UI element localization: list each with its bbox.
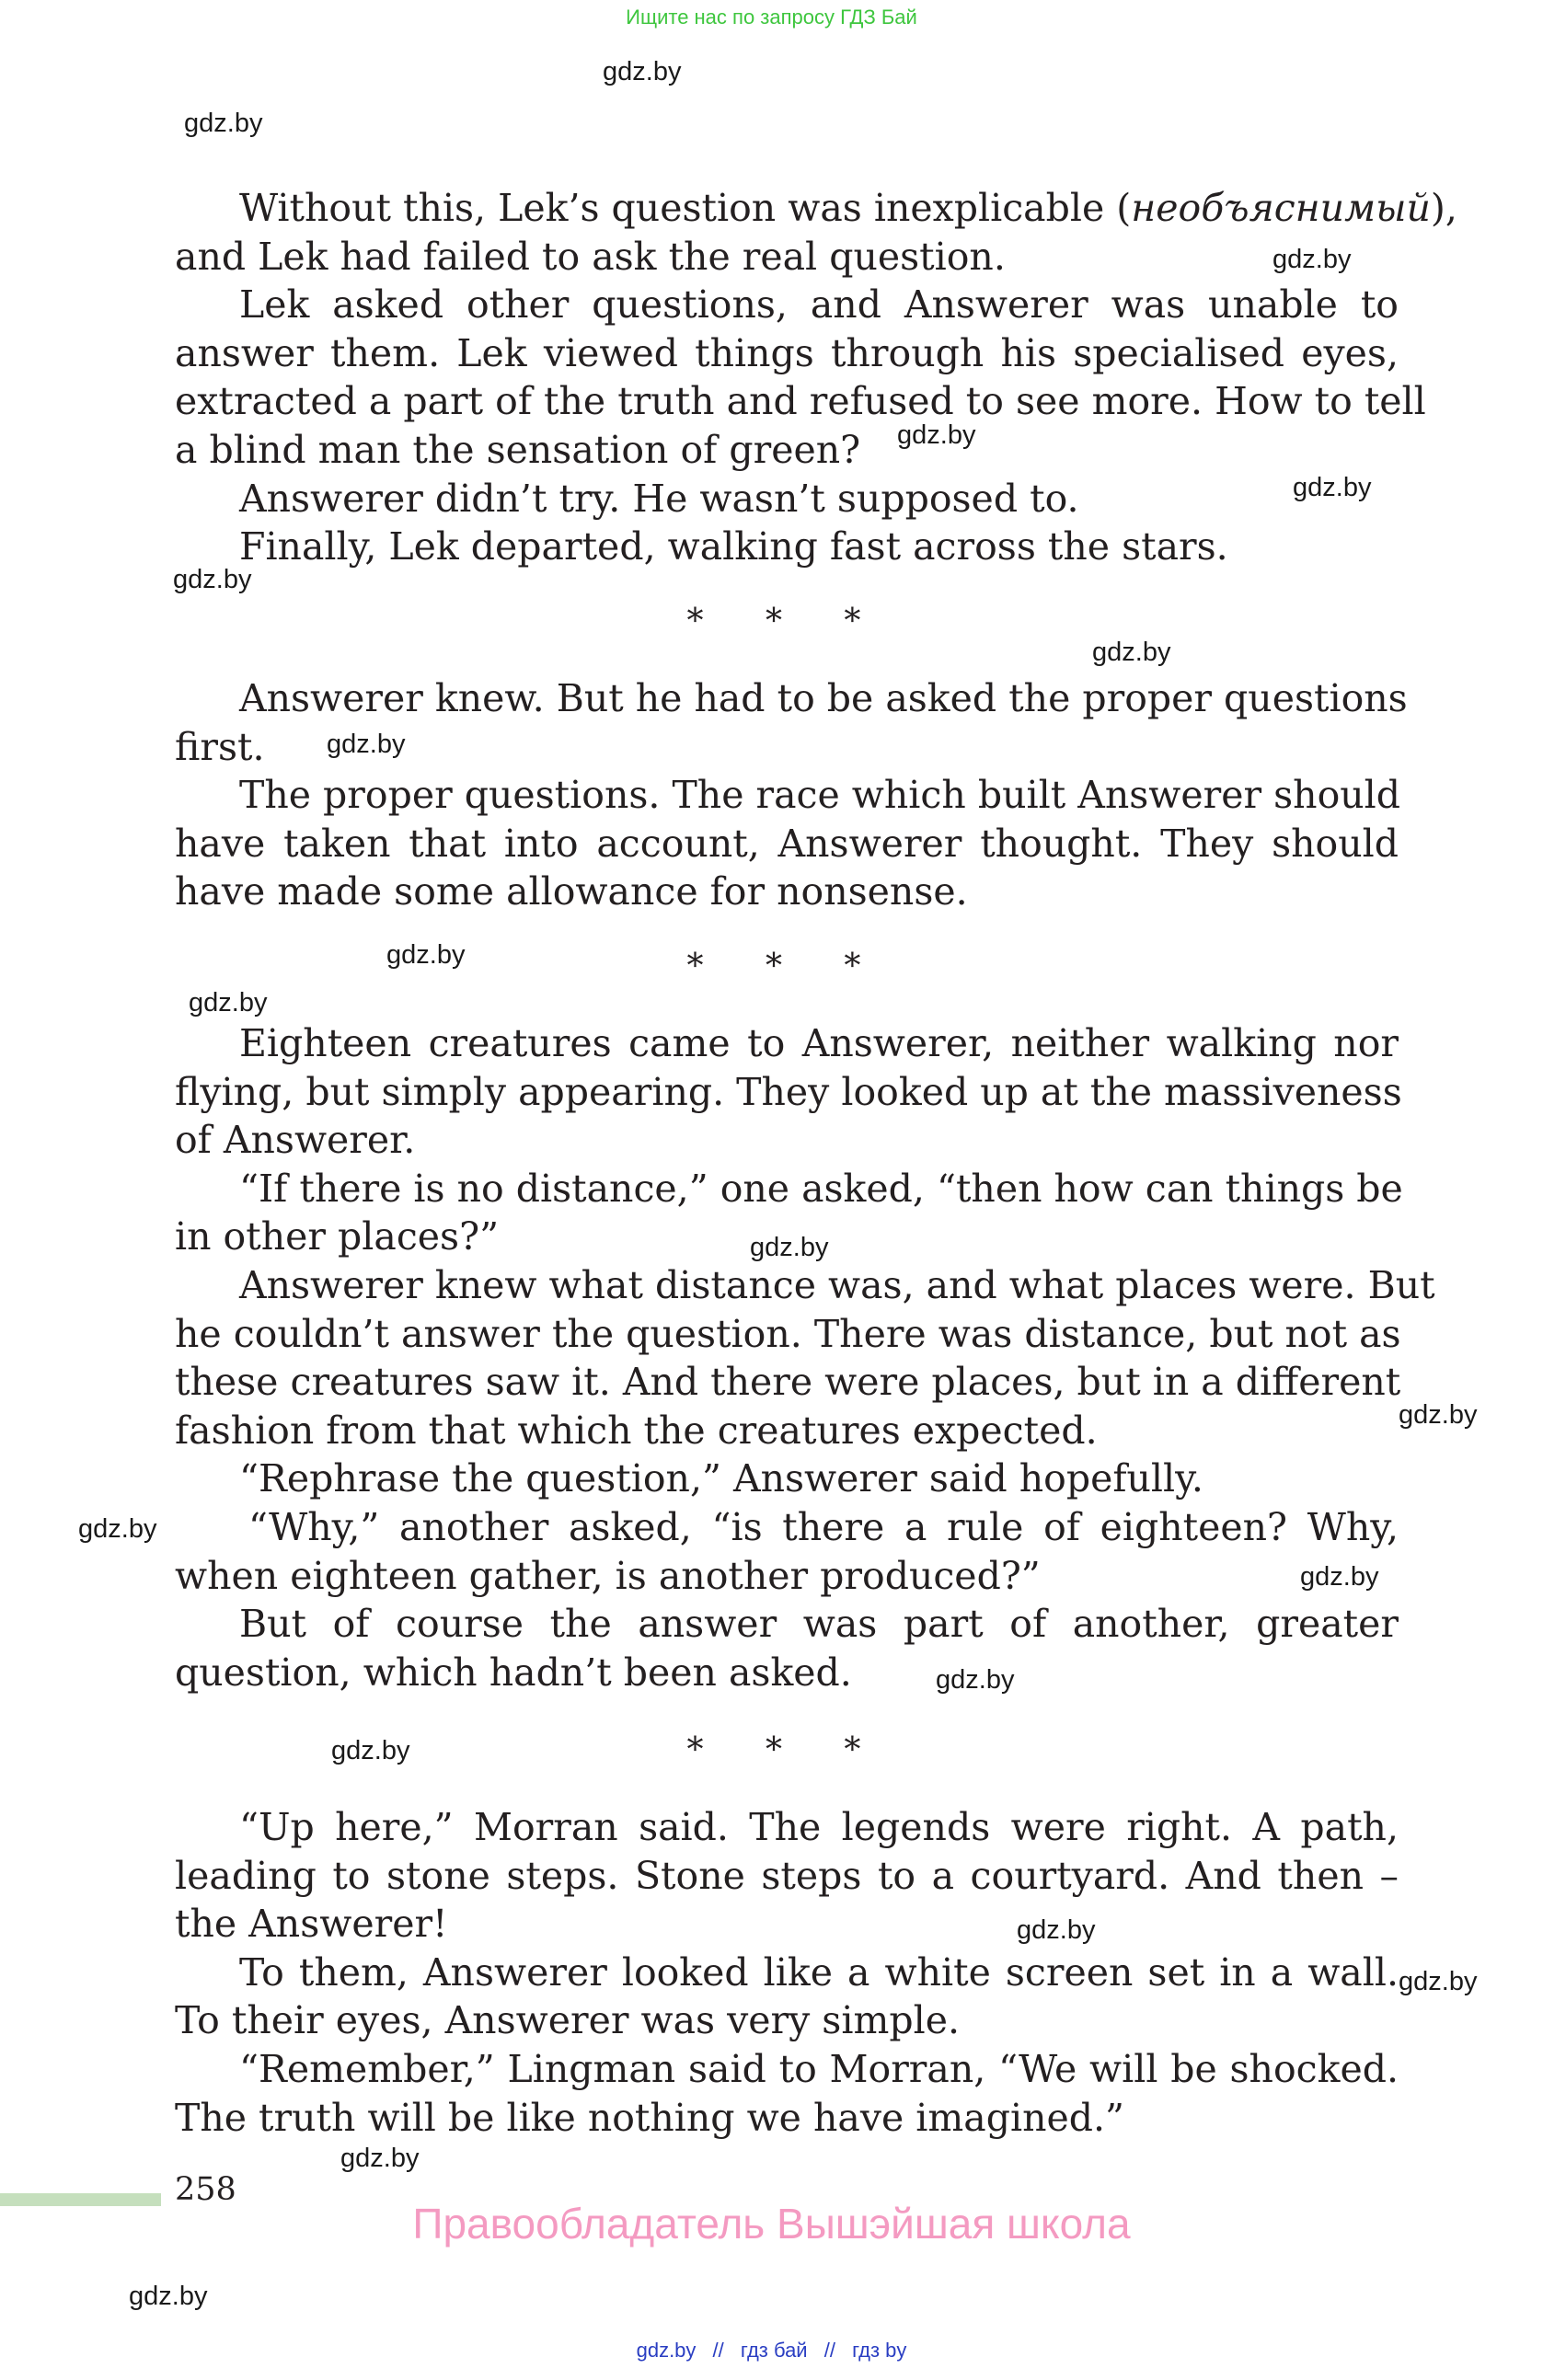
text-line: Answerer knew. But he had to be asked the proper questions [239,676,1408,720]
text-block-1 [175,184,1457,571]
text-block-3 [175,1019,1435,1696]
watermark: gdz.by [936,1665,1015,1695]
footer-links [0,2339,1543,2363]
text-line: first. [175,724,265,769]
text-block-2 [175,674,1408,916]
top-banner: Ищите нас по запросу ГДЗ Бай [626,6,917,29]
text-line: a blind man the sensation of green? [175,427,861,472]
footer-link-gdz-by[interactable]: gdz.by [636,2339,697,2362]
watermark: gdz.by [386,940,466,970]
russian-gloss: необъяснимый [1131,186,1431,230]
text-line: Lek asked other questions, and Answerer was unable to [239,282,1399,328]
watermark: gdz.by [78,1514,157,1544]
watermark: gdz.by [1272,245,1352,274]
rights-holder: Правообладатель Вышэйшая школа [412,2200,1131,2248]
watermark: gdz.by [340,2144,420,2173]
text-line: fashion from that which the creatures expected. [175,1408,1098,1453]
section-separator: * * * [686,603,887,640]
watermark: gdz.by [331,1736,410,1765]
watermark: gdz.by [1293,473,1372,502]
text-line: “Up here,” Morran said. The legends were right. A path, [239,1805,1399,1849]
text-line: The truth will be like nothing we have imagined.” [175,2095,1124,2140]
text-line: answer them. Lek viewed things through his specialised eyes, [175,330,1399,375]
watermark: gdz.by [603,57,682,86]
text-line: have taken that into account, Answerer thought. They should [175,821,1399,866]
text-line: and Lek had failed to ask the real question. [175,234,1006,279]
watermark: gdz.by [1017,1915,1096,1945]
section-separator: * * * [686,1731,887,1769]
footer-separator: // [712,2339,724,2362]
watermark: gdz.by [1092,638,1171,667]
text-line: he couldn’t answer the question. There was distance, but not as [175,1311,1401,1356]
watermark: gdz.by [129,2282,208,2311]
text-line: have made some allowance for nonsense. [175,869,968,914]
text-line: Answerer knew what distance was, and what places were. But [239,1262,1435,1307]
watermark: gdz.by [189,988,268,1018]
watermark: gdz.by [1399,1400,1478,1430]
text-line: Eighteen creatures came to Answerer, neither walking nor [239,1021,1399,1065]
section-separator: * * * [686,948,887,985]
text-line: in other places?” [175,1214,500,1259]
watermark: gdz.by [1399,1967,1478,1996]
footer-separator: // [823,2339,835,2362]
text-line: Finally, Lek departed, walking fast across the stars. [239,524,1228,569]
watermark: gdz.by [173,565,252,594]
watermark: gdz.by [327,730,406,759]
text-line: “Remember,” Lingman said to Morran, “We will be shocked. [239,2046,1399,2091]
text-line: of Answerer. [175,1118,416,1163]
text-block-4 [175,1803,1399,2142]
text-line: these creatures saw it. And there were places, but in a different [175,1360,1401,1405]
watermark: gdz.by [1300,1562,1379,1592]
text-line: when eighteen gather, is another produced?” [175,1553,1041,1598]
watermark: gdz.by [750,1233,829,1262]
text-line: But of course the answer was part of another, greater [239,1602,1399,1647]
footer-link-gdz-by-ru[interactable]: гдз by [852,2339,907,2362]
text-line: “Rephrase the question,” Answerer said hopefully. [239,1456,1203,1501]
text-line: the Answerer! [175,1902,448,1947]
text-line: To them, Answerer looked like a white screen set in a wall. [239,1949,1399,1995]
text-line: leading to stone steps. Stone steps to a courtyard. And then – [175,1853,1399,1898]
text-line: “If there is no distance,” one asked, “then how can things be [239,1166,1403,1211]
text-line: The proper questions. The race which built Answerer should [239,773,1401,818]
watermark: gdz.by [184,109,263,138]
page-number: 258 [175,2171,236,2208]
text-line: Answerer didn’t try. He wasn’t supposed to. [239,476,1079,521]
text-line: To their eyes, Answerer was very simple. [175,1998,960,2043]
text-line: flying, but simply appearing. They looked up at the massiveness [175,1069,1402,1114]
text-line: extracted a part of the truth and refused to see more. How to tell [175,379,1426,424]
watermark: gdz.by [897,420,976,450]
footer-link-gdz-bai[interactable]: гдз бай [740,2339,808,2362]
text-line: question, which hadn’t been asked. [175,1650,852,1695]
text-line: “Why,” another asked, “is there a rule of eighteen? Why, [248,1504,1399,1549]
text-line: Without this, Lek’s question was inexplicable (необъяснимый), [239,186,1457,230]
